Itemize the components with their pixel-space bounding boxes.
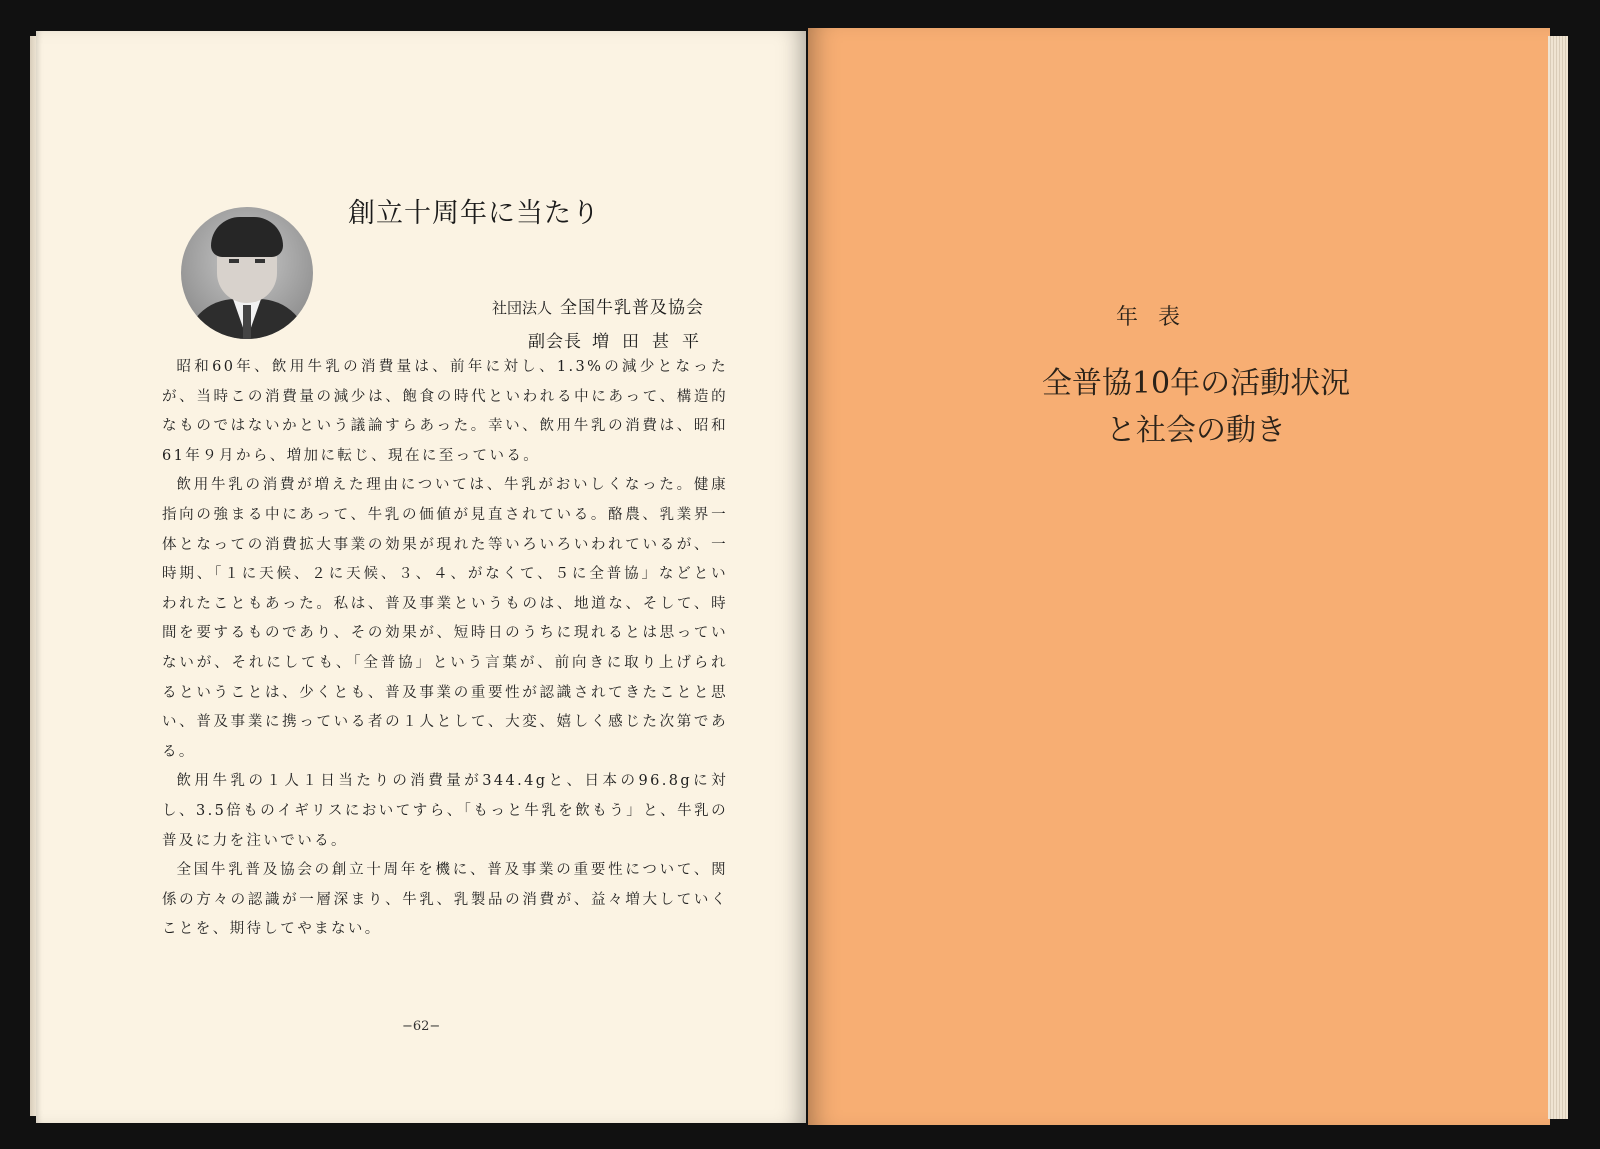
author-position: 副会長 <box>528 332 582 352</box>
org-type: 社団法人 <box>492 299 553 317</box>
portrait-photo-icon <box>181 207 313 339</box>
author-title <box>528 327 712 352</box>
org-name: 全国牛乳普及協会 <box>560 298 705 318</box>
author-name: 増田甚平 <box>592 332 712 352</box>
left-page <box>36 31 806 1123</box>
book-spread <box>36 28 1568 1125</box>
chronology-title <box>996 360 1396 454</box>
page-number: −62− <box>402 1019 441 1034</box>
chronology-label: 年表 <box>1116 305 1201 330</box>
paragraph: 全国牛乳普及協会の創立十周年を機に、普及事業の重要性について、関係の方々の認識が一層深まり、牛乳、乳製品の消費が、益々増大していくことを、期待してやまない。 <box>162 862 728 938</box>
essay-title: 創立十周年に当たり <box>348 198 600 229</box>
chronology-title-line1: 全普協10年の活動状況 <box>1041 366 1351 401</box>
chronology-title-line2: と社会の動き <box>1106 413 1286 448</box>
paragraph: 昭和60年、飲用牛乳の消費量は、前年に対し、1.3%の減少となったが、当時この消費量の減少は、飽食の時代といわれる中にあって、構造的なものではないかという議論すらあった。幸い、飲用牛乳の消費は、昭和61年９月から、増加に転じ、現在に至っている。 <box>162 359 728 464</box>
essay-body <box>162 353 728 945</box>
author-organization <box>492 293 704 318</box>
paragraph: 飲用牛乳の消費が増えた理由については、牛乳がおいしくなった。健康指向の強まる中にあって、牛乳の価値が見直されている。酪農、乳業界一体となっての消費拡大事業の効果が現れた等いろいろいわれているが、一時期、「１に天候、２に天候、３、４、がなくて、５に全普協」などといわれたこともあった。私は、普及事業というものは、地道な、そして、時間を要するものであり、その効果が、短時日のうちに現れるとは思っていないが、それにしても、「全普協」という言葉が、前向きに取り上げられるということは、少くとも、普及事業の重要性が認識されてきたことと思い、普及事業に携っている者の１人として、大変、嬉しく感じた次第である。 <box>162 477 728 760</box>
paragraph: 飲用牛乳の１人１日当たりの消費量が344.4gと、日本の96.8gに対し、3.5倍ものイギリスにおいてすら、「もっと牛乳を飲もう」と、牛乳の普及に力を注いでいる。 <box>162 773 728 849</box>
right-page-edge <box>1548 36 1568 1119</box>
right-page <box>808 28 1550 1125</box>
